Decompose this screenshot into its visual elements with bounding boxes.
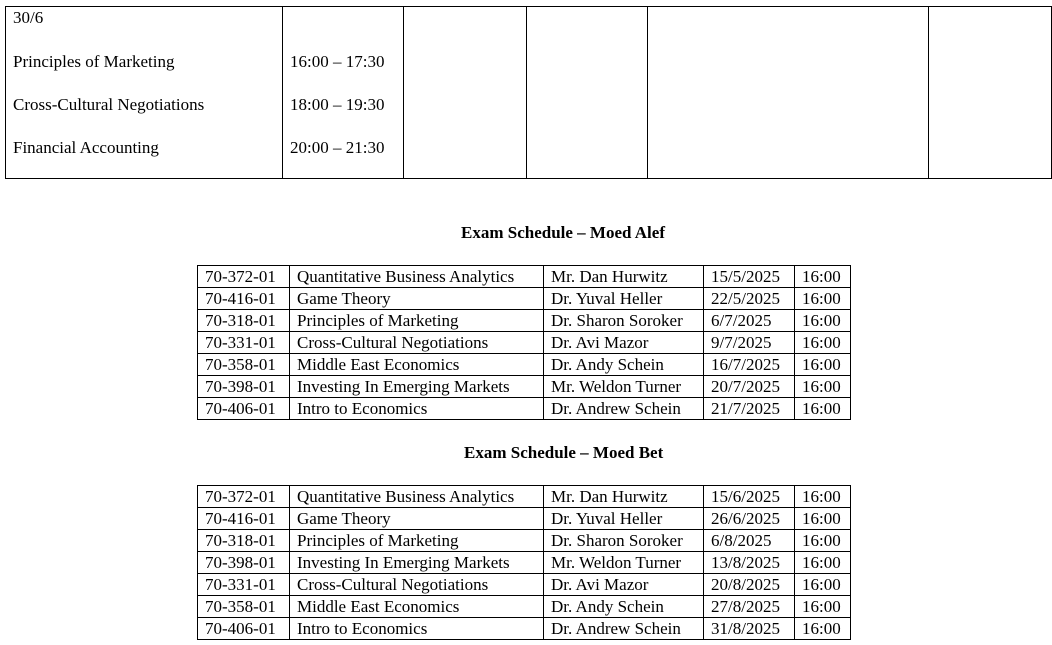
course-name: Quantitative Business Analytics bbox=[290, 486, 544, 508]
course-name: Middle East Economics bbox=[290, 596, 544, 618]
course-name: Game Theory bbox=[290, 288, 544, 310]
exam-date: 9/7/2025 bbox=[704, 332, 795, 354]
exam-table-moed-bet bbox=[197, 485, 851, 640]
lecturer: Mr. Weldon Turner bbox=[544, 376, 704, 398]
course-code: 70-372-01 bbox=[198, 266, 290, 288]
lecturer: Dr. Sharon Soroker bbox=[544, 530, 704, 552]
table-row bbox=[198, 618, 851, 640]
exam-time: 16:00 bbox=[795, 376, 851, 398]
table-row bbox=[198, 376, 851, 398]
lecturer: Mr. Dan Hurwitz bbox=[544, 486, 704, 508]
schedule-course-cell bbox=[6, 7, 283, 179]
exam-date: 26/6/2025 bbox=[704, 508, 795, 530]
table-row bbox=[198, 310, 851, 332]
exam-time: 16:00 bbox=[795, 398, 851, 420]
course-name: Intro to Economics bbox=[290, 398, 544, 420]
table-row bbox=[198, 552, 851, 574]
exam-date: 21/7/2025 bbox=[704, 398, 795, 420]
course-name: Principles of Marketing bbox=[290, 530, 544, 552]
table-row bbox=[198, 354, 851, 376]
exam-date: 15/5/2025 bbox=[704, 266, 795, 288]
lecturer: Dr. Sharon Soroker bbox=[544, 310, 704, 332]
course-name: Intro to Economics bbox=[290, 618, 544, 640]
exam-time: 16:00 bbox=[795, 530, 851, 552]
schedule-time: 20:00 – 21:30 bbox=[290, 138, 385, 157]
exam-time: 16:00 bbox=[795, 552, 851, 574]
exam-schedule-moed-bet-title: Exam Schedule – Moed Bet bbox=[464, 443, 664, 462]
exam-date: 27/8/2025 bbox=[704, 596, 795, 618]
schedule-empty-cell bbox=[929, 7, 1052, 179]
exam-time: 16:00 bbox=[795, 574, 851, 596]
exam-time: 16:00 bbox=[795, 310, 851, 332]
exam-date: 6/7/2025 bbox=[704, 310, 795, 332]
schedule-row bbox=[6, 7, 1052, 179]
table-row bbox=[198, 398, 851, 420]
course-code: 70-406-01 bbox=[198, 398, 290, 420]
exam-date: 16/7/2025 bbox=[704, 354, 795, 376]
exam-time: 16:00 bbox=[795, 354, 851, 376]
exam-schedule-moed-alef-title: Exam Schedule – Moed Alef bbox=[461, 223, 665, 242]
weekly-schedule-fragment bbox=[5, 6, 1052, 179]
exam-time: 16:00 bbox=[795, 618, 851, 640]
schedule-time: 18:00 – 19:30 bbox=[290, 95, 385, 114]
exam-date: 20/7/2025 bbox=[704, 376, 795, 398]
lecturer: Dr. Avi Mazor bbox=[544, 574, 704, 596]
exam-date: 15/6/2025 bbox=[704, 486, 795, 508]
course-code: 70-372-01 bbox=[198, 486, 290, 508]
exam-date: 13/8/2025 bbox=[704, 552, 795, 574]
course-code: 70-318-01 bbox=[198, 530, 290, 552]
exam-date: 20/8/2025 bbox=[704, 574, 795, 596]
schedule-date: 30/6 bbox=[13, 8, 44, 27]
schedule-time-cell bbox=[283, 7, 404, 179]
course-name: Middle East Economics bbox=[290, 354, 544, 376]
exam-time: 16:00 bbox=[795, 332, 851, 354]
lecturer: Dr. Avi Mazor bbox=[544, 332, 704, 354]
schedule-time: 16:00 – 17:30 bbox=[290, 52, 385, 71]
course-name: Principles of Marketing bbox=[290, 310, 544, 332]
schedule-course: Financial Accounting bbox=[13, 138, 159, 157]
lecturer: Dr. Yuval Heller bbox=[544, 508, 704, 530]
schedule-course: Cross-Cultural Negotiations bbox=[13, 95, 205, 114]
course-code: 70-358-01 bbox=[198, 596, 290, 618]
course-name: Quantitative Business Analytics bbox=[290, 266, 544, 288]
course-code: 70-358-01 bbox=[198, 354, 290, 376]
course-name: Cross-Cultural Negotiations bbox=[290, 574, 544, 596]
course-code: 70-331-01 bbox=[198, 574, 290, 596]
exam-time: 16:00 bbox=[795, 508, 851, 530]
course-code: 70-331-01 bbox=[198, 332, 290, 354]
lecturer: Dr. Andrew Schein bbox=[544, 618, 704, 640]
course-code: 70-398-01 bbox=[198, 552, 290, 574]
lecturer: Dr. Andy Schein bbox=[544, 596, 704, 618]
exam-date: 22/5/2025 bbox=[704, 288, 795, 310]
course-code: 70-416-01 bbox=[198, 508, 290, 530]
exam-time: 16:00 bbox=[795, 596, 851, 618]
exam-time: 16:00 bbox=[795, 266, 851, 288]
table-row bbox=[198, 486, 851, 508]
course-name: Game Theory bbox=[290, 508, 544, 530]
exam-table-moed-alef bbox=[197, 265, 851, 420]
lecturer: Dr. Andrew Schein bbox=[544, 398, 704, 420]
table-row bbox=[198, 596, 851, 618]
table-row bbox=[198, 574, 851, 596]
course-code: 70-416-01 bbox=[198, 288, 290, 310]
lecturer: Dr. Andy Schein bbox=[544, 354, 704, 376]
schedule-empty-cell bbox=[527, 7, 648, 179]
exam-time: 16:00 bbox=[795, 288, 851, 310]
table-row bbox=[198, 508, 851, 530]
course-name: Cross-Cultural Negotiations bbox=[290, 332, 544, 354]
lecturer: Mr. Dan Hurwitz bbox=[544, 266, 704, 288]
table-row bbox=[198, 288, 851, 310]
schedule-empty-cell bbox=[404, 7, 527, 179]
table-row bbox=[198, 332, 851, 354]
schedule-course: Principles of Marketing bbox=[13, 52, 175, 71]
course-name: Investing In Emerging Markets bbox=[290, 376, 544, 398]
course-code: 70-406-01 bbox=[198, 618, 290, 640]
exam-date: 6/8/2025 bbox=[704, 530, 795, 552]
lecturer: Dr. Yuval Heller bbox=[544, 288, 704, 310]
exam-date: 31/8/2025 bbox=[704, 618, 795, 640]
exam-time: 16:00 bbox=[795, 486, 851, 508]
table-row bbox=[198, 530, 851, 552]
table-row bbox=[198, 266, 851, 288]
course-name: Investing In Emerging Markets bbox=[290, 552, 544, 574]
lecturer: Mr. Weldon Turner bbox=[544, 552, 704, 574]
course-code: 70-398-01 bbox=[198, 376, 290, 398]
schedule-empty-cell bbox=[648, 7, 929, 179]
course-code: 70-318-01 bbox=[198, 310, 290, 332]
